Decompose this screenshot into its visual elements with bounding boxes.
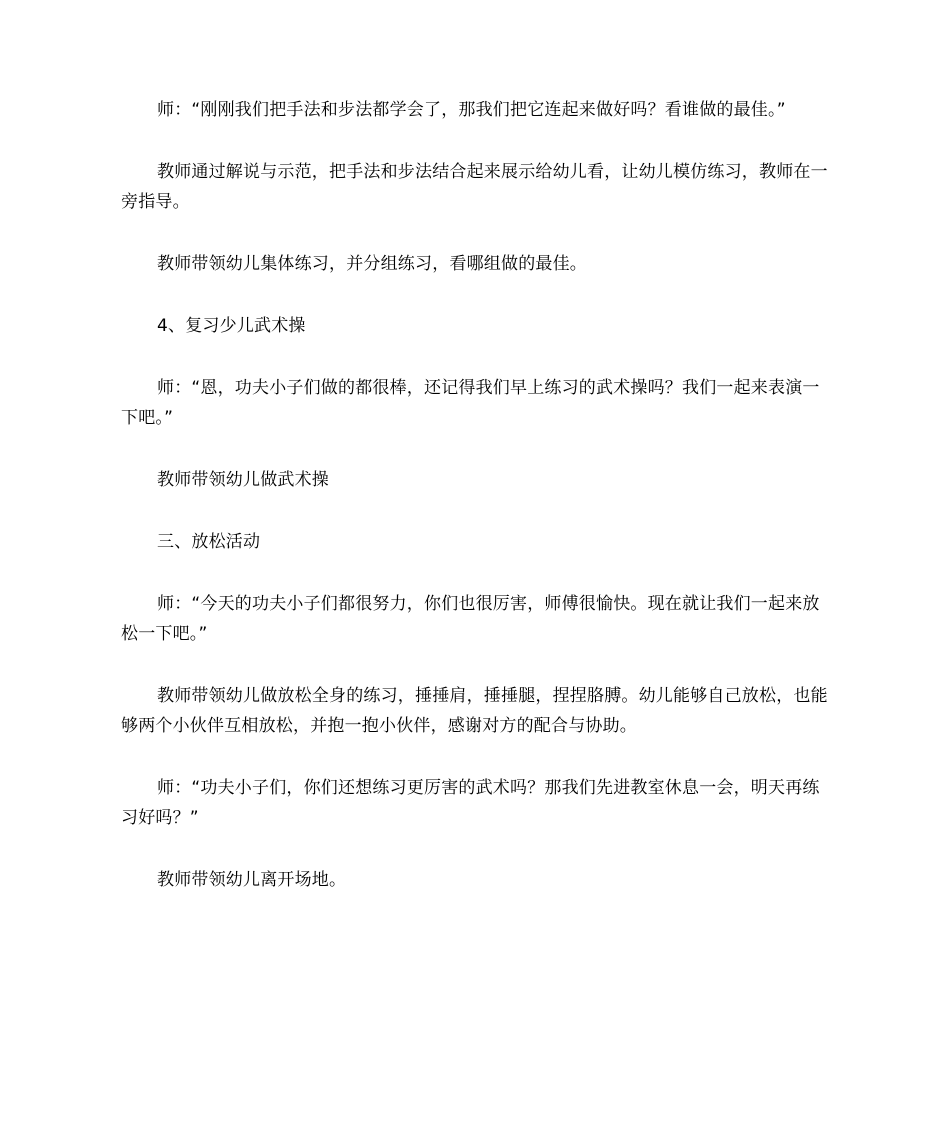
paragraph-teacher-quote-review: 师：“恩，功夫小子们做的都很棒，还记得我们早上练习的武术操吗？我们一起来表演一下吧。” [121,378,820,428]
paragraph-teacher-quote-connect: 师：“刚刚我们把手法和步法都学会了，那我们把它连起来做好吗？看谁做的最佳。” [157,100,786,120]
document-body [121,95,833,927]
paragraph-martial-arts-exercise: 教师带领幼儿做武术操 [157,470,329,490]
paragraph-teacher-quote-relax: 师：“今天的功夫小子们都很努力，你们也很厉害，师傅很愉快。现在就让我们一起来放松一下吧。” [121,594,820,644]
paragraph-leave-venue: 教师带领幼儿离开场地。 [157,870,347,890]
paragraph-teacher-quote-rest: 师：“功夫小子们，你们还想练习更厉害的武术吗？那我们先进教室休息一会，明天再练习好吗？” [121,778,820,828]
paragraph-relax-exercise: 教师带领幼儿做放松全身的练习，捶捶肩，捶捶腿，捏捏胳膊。幼儿能够自己放松，也能够两个小伙伴互相放松，并抱一抱小伙伴，感谢对方的配合与协助。 [121,686,828,736]
paragraph-group-practice: 教师带领幼儿集体练习，并分组练习，看哪组做的最佳。 [157,254,587,274]
section-heading-review-exercise: 4、复习少儿武术操 [157,316,306,336]
paragraph-demonstration: 教师通过解说与示范，把手法和步法结合起来展示给幼儿看，让幼儿模仿练习，教师在一旁指导。 [121,162,828,212]
section-heading-relaxation: 三、放松活动 [157,532,261,552]
